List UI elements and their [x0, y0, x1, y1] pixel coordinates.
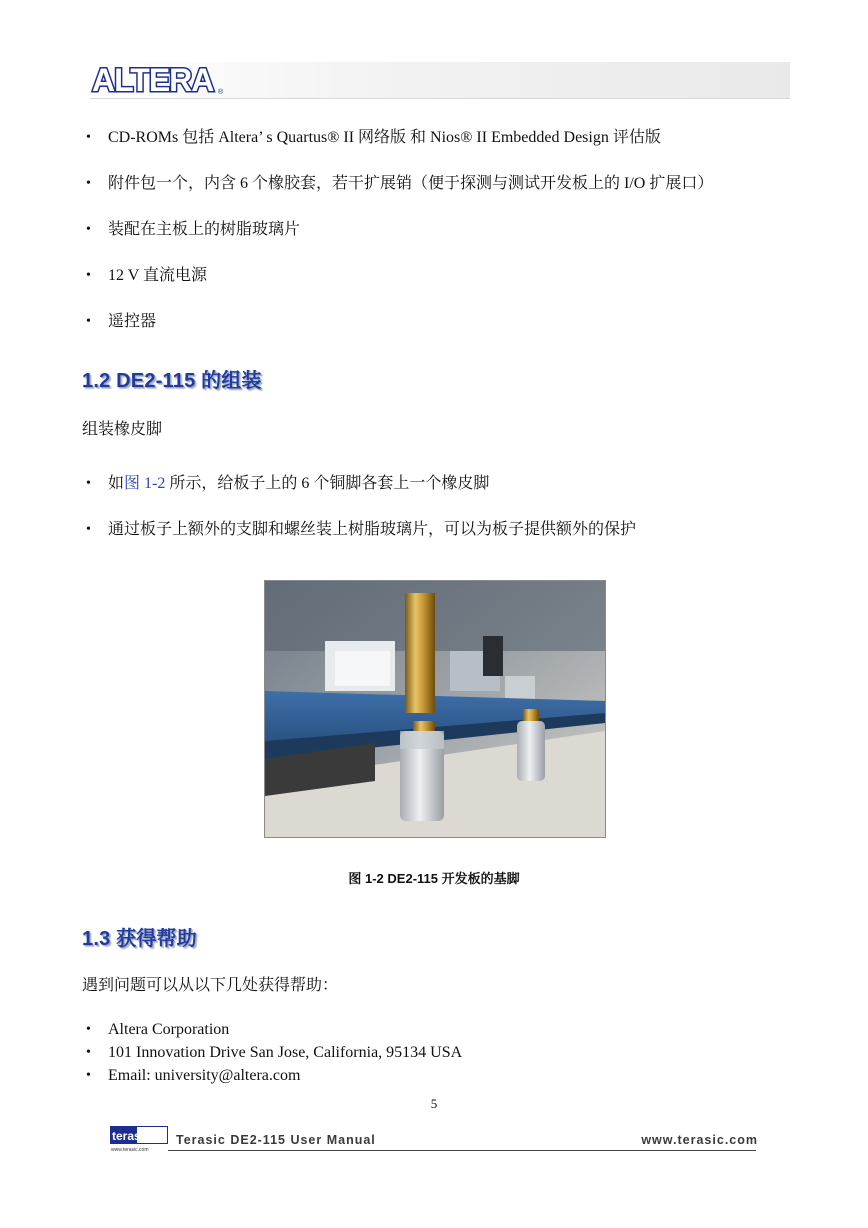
- list-item: • 附件包一个，内含 6 个橡胶套，若干扩展销（便于探测与测试开发板上的 I/O 扩展口）: [86, 175, 714, 192]
- list-item: • Email: university@altera.com: [86, 1067, 301, 1084]
- bullet-icon: •: [86, 314, 91, 329]
- footer-rule: [168, 1150, 756, 1151]
- footer-title: Terasic DE2-115 User Manual: [176, 1133, 376, 1147]
- help-intro: 遇到问题可以从以下几处获得帮助：: [82, 977, 339, 994]
- altera-logo: [90, 60, 230, 100]
- list-item: • 101 Innovation Drive San Jose, California, 95134 USA: [86, 1044, 463, 1061]
- list-item: • Altera Corporation: [86, 1021, 230, 1038]
- list-item: • 装配在主板上的树脂玻璃片: [86, 221, 301, 238]
- logo-text: ALTERA: [92, 62, 214, 98]
- assembly-intro: 组装橡皮脚: [82, 421, 163, 438]
- board-feet-photo: [264, 580, 606, 838]
- list-item: • 如图 1-2 所示，给板子上的 6 个铜脚各套上一个橡皮脚: [86, 475, 490, 492]
- bullet-icon: •: [86, 522, 91, 537]
- list-item: • 12 V 直流电源: [86, 267, 207, 284]
- logo-registered: ®: [218, 89, 224, 96]
- header-rule: [90, 98, 790, 99]
- figure-caption: 图 1-2 DE2-115 开发板的基脚: [348, 871, 520, 886]
- bullet-icon: •: [86, 176, 91, 191]
- page-number: 5: [430, 1096, 438, 1111]
- bullet-icon: •: [86, 1045, 91, 1060]
- photo-illustration: [265, 581, 605, 837]
- bullet-icon: •: [86, 222, 91, 237]
- footer-url[interactable]: www.terasic.com: [641, 1133, 758, 1147]
- bullet-icon: •: [86, 1068, 91, 1083]
- logo-text: terasIC: [112, 1129, 153, 1143]
- bullet-icon: •: [86, 268, 91, 283]
- logo-sub: www.terasic.com: [111, 1147, 149, 1152]
- bullet-icon: •: [86, 476, 91, 491]
- terasic-logo: [110, 1126, 168, 1152]
- bullet-icon: •: [86, 130, 91, 145]
- figure-link[interactable]: 图 1-2: [124, 475, 166, 492]
- section-heading-assembly: 1.2 DE2-115 的组装: [82, 370, 262, 392]
- section-heading-help: 1.3 获得帮助: [82, 928, 197, 950]
- list-item: • CD-ROMs 包括 Altera’ s Quartus® II 网络版 和 Nios® II Embedded Design 评估版: [86, 129, 661, 146]
- bullet-icon: •: [86, 1022, 91, 1037]
- list-item: • 遥控器: [86, 313, 157, 330]
- list-item: • 通过板子上额外的支脚和螺丝装上树脂玻璃片，可以为板子提供额外的保护: [86, 521, 637, 538]
